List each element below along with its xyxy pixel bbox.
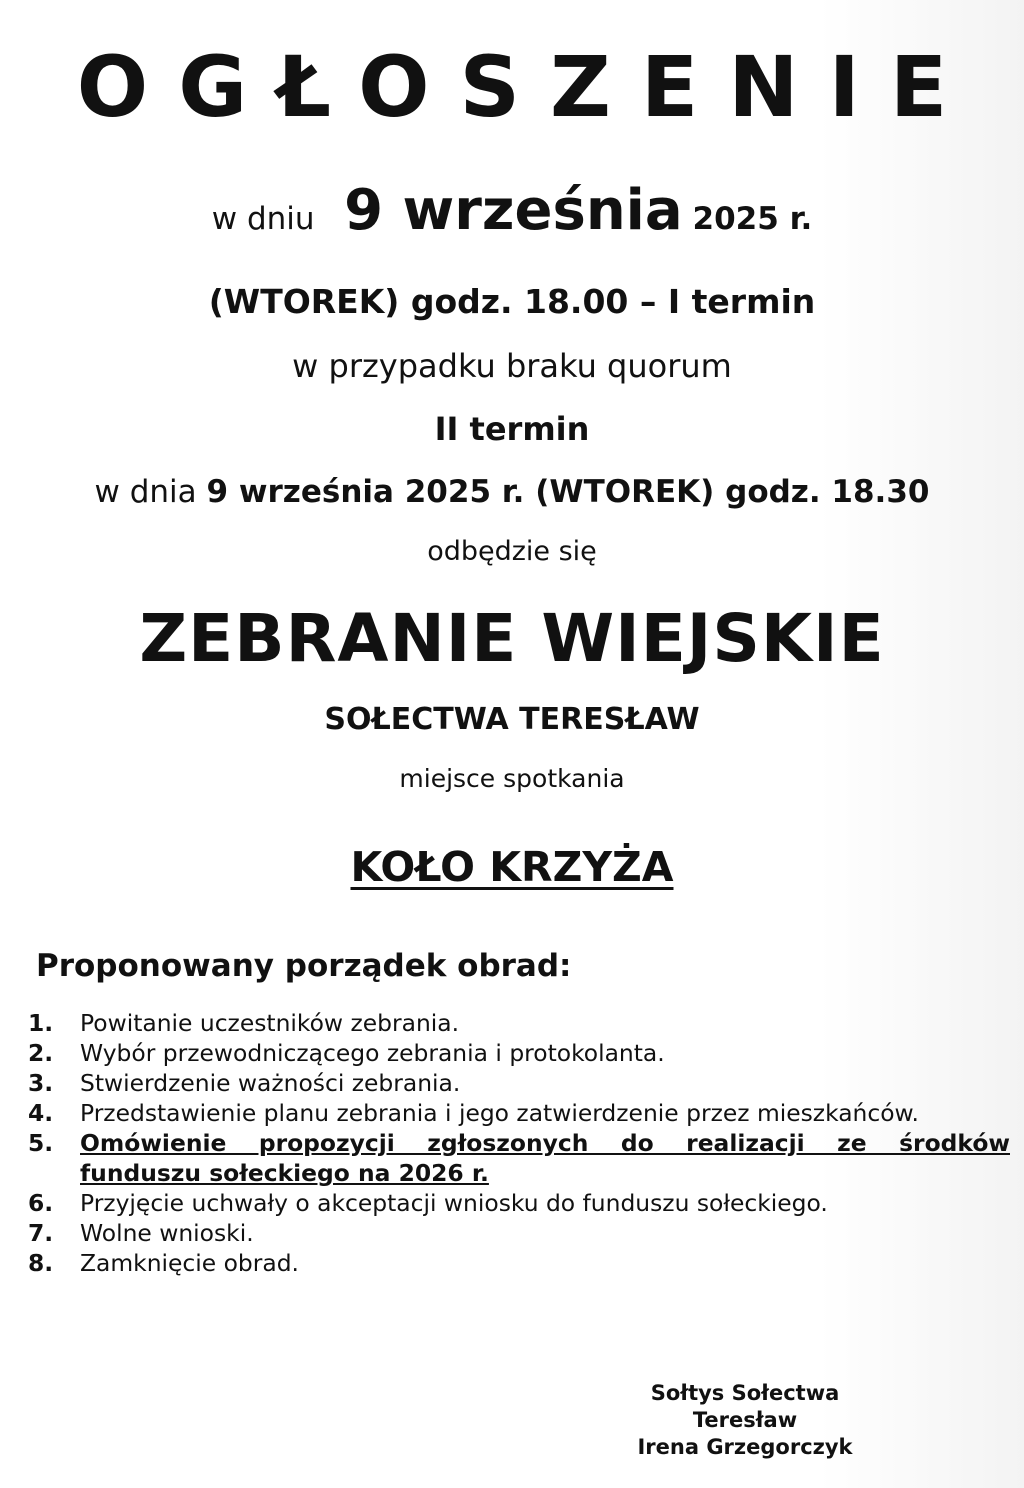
agenda-item-text: [80, 1128, 1010, 1188]
agenda-heading: Proponowany porządek obrad:: [36, 948, 572, 984]
meeting-year: 2025 r.: [692, 201, 813, 237]
agenda-item-number: 1.: [28, 1009, 54, 1037]
second-term-heading: II termin: [434, 410, 590, 448]
agenda-item-number: 8.: [28, 1249, 54, 1277]
agenda-item: [28, 1248, 1010, 1278]
agenda-item: [28, 1068, 1010, 1098]
meeting-date-line: [0, 178, 1024, 243]
meeting-title: ZEBRANIE WIEJSKIE: [139, 600, 885, 677]
signature-place: Teresław: [692, 1408, 798, 1432]
agenda-item-text: Zamknięcie obrad.: [80, 1249, 299, 1277]
agenda-item-number: 3.: [28, 1069, 54, 1097]
agenda-item: [28, 1188, 1010, 1218]
agenda-item-text: Stwierdzenie ważności zebrania.: [80, 1069, 461, 1097]
signature-role: Sołtys Sołectwa: [650, 1381, 840, 1405]
agenda-item: [28, 1038, 1010, 1068]
second-term-date-line: [0, 474, 1024, 510]
second-term-prefix: w dnia: [94, 474, 197, 510]
no-quorum-note: w przypadku braku quorum: [292, 347, 732, 385]
agenda-item: [28, 1008, 1010, 1038]
meeting-date: 9 września: [344, 178, 683, 243]
will-take-place: odbędzie się: [427, 536, 597, 567]
place-label: miejsce spotkania: [399, 764, 625, 793]
signature-block: [620, 1380, 870, 1461]
agenda-item-text: Powitanie uczestników zebrania.: [80, 1009, 460, 1037]
agenda-item: [28, 1098, 1010, 1128]
signature-name: Irena Grzegorczyk: [637, 1435, 853, 1459]
agenda-item-text: Wybór przewodniczącego zebrania i protokolanta.: [80, 1039, 665, 1067]
agenda-item-text: Przyjęcie uchwały o akceptacji wniosku do funduszu sołeckiego.: [80, 1189, 828, 1217]
agenda-list: [28, 1008, 1010, 1278]
agenda-item-text-line: funduszu sołeckiego na 2026 r.: [80, 1159, 489, 1187]
solectwo-name: SOŁECTWA TERESŁAW: [324, 702, 700, 737]
agenda-item-highlighted: [28, 1128, 1010, 1188]
second-term-details: 9 września 2025 r. (WTOREK) godz. 18.30: [206, 474, 930, 510]
agenda-item-number: 2.: [28, 1039, 54, 1067]
agenda-item-text: Wolne wnioski.: [80, 1219, 254, 1247]
agenda-item-number: 6.: [28, 1189, 54, 1217]
meeting-place-text: KOŁO KRZYŻA: [350, 843, 674, 891]
agenda-item-number: 4.: [28, 1099, 54, 1127]
agenda-item-text: Przedstawienie planu zebrania i jego zatwierdzenie przez mieszkańców.: [80, 1099, 919, 1127]
meeting-place: [0, 843, 1024, 891]
notice-title: OGŁOSZENIE: [76, 38, 978, 136]
date-prefix: w dniu: [211, 201, 315, 237]
agenda-item-text-line: Omówienie propozycji zgłoszonych do realizacji ze środków: [80, 1129, 1010, 1157]
agenda-item-number: 5.: [28, 1129, 54, 1157]
agenda-item-number: 7.: [28, 1219, 54, 1247]
agenda-item: [28, 1218, 1010, 1248]
first-term: (WTOREK) godz. 18.00 – I termin: [208, 282, 816, 321]
